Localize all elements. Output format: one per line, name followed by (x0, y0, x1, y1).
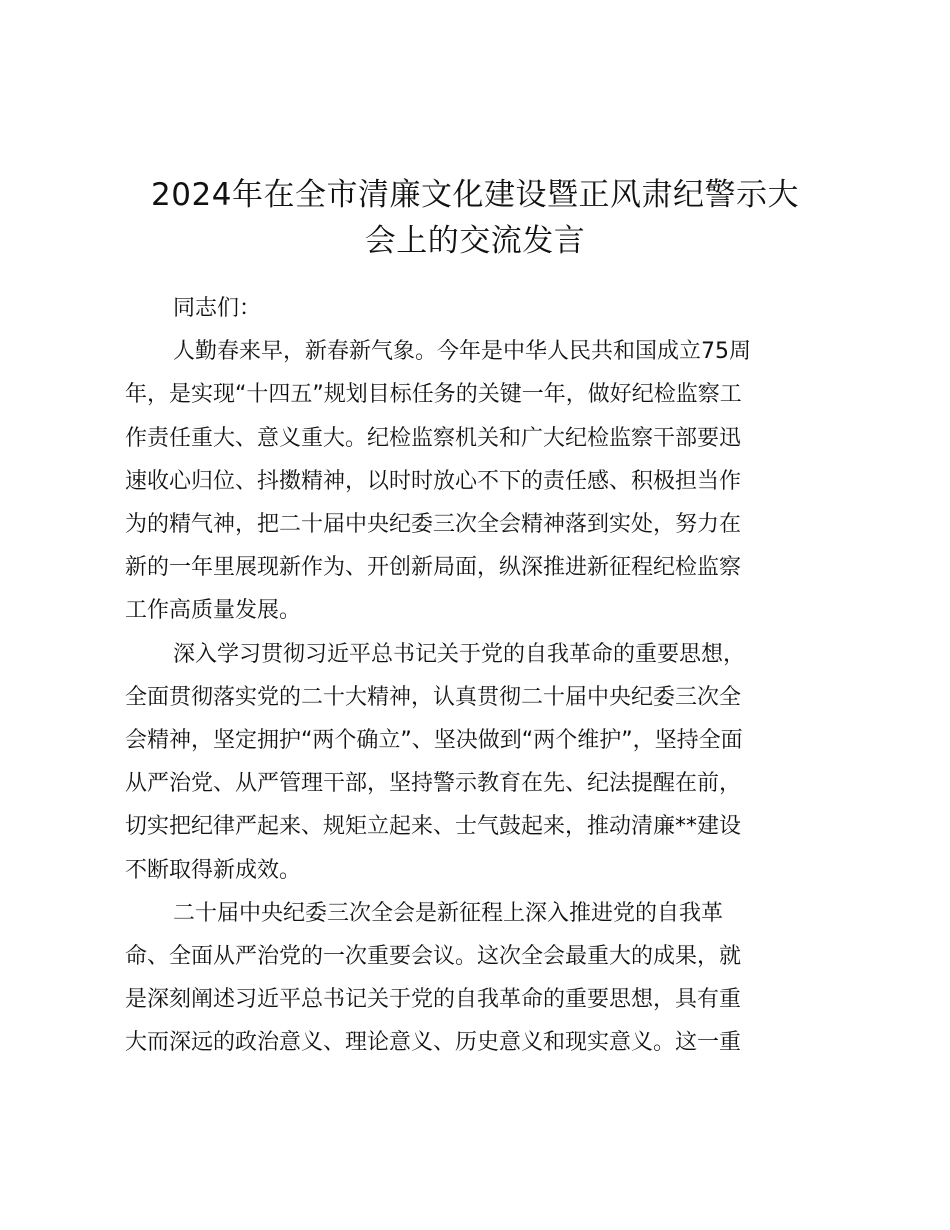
text-line: 作责任重大、意义重大。纪检监察机关和广大纪检监察干部要迅 (125, 425, 742, 451)
document-title (100, 172, 850, 264)
body-paragraph (125, 892, 835, 1065)
body-paragraph (125, 330, 835, 632)
document-body (125, 287, 835, 1065)
text-line: 二十届中央纪委三次全会是新征程上深入推进党的自我革 (173, 900, 724, 926)
text-line: 不断取得新成效。 (125, 857, 302, 883)
title-line: 会上的交流发言 (364, 223, 586, 259)
title-line: 2024年在全市清廉文化建设暨正风肃纪警示大 (151, 177, 799, 213)
text-line: 人勤春来早，新春新气象。今年是中华人民共和国成立75周 (173, 339, 751, 365)
text-line: 年，是实现“十四五”规划目标任务的关键一年，做好纪检监察工 (125, 382, 742, 408)
text-line: 命、全面从严治党的一次重要会议。这次全会最重大的成果，就 (125, 944, 742, 970)
salutation-paragraph (125, 287, 835, 330)
text-line: 同志们： (173, 296, 262, 321)
text-line: 全面贯彻落实党的二十大精神，认真贯彻二十届中央纪委三次全 (125, 684, 742, 710)
text-line: 新的一年里展现新作为、开创新局面，纵深推进新征程纪检监察 (125, 555, 742, 581)
text-line: 大而深远的政治意义、理论意义、历史意义和现实意义。这一重 (125, 1030, 742, 1056)
text-line: 从严治党、从严管理干部，坚持警示教育在先、纪法提醒在前， (125, 771, 742, 797)
text-line: 深入学习贯彻习近平总书记关于党的自我革命的重要思想， (173, 641, 746, 667)
text-line: 会精神，坚定拥护“两个确立”、坚决做到“两个维护”，坚持全面 (125, 728, 743, 754)
text-line: 速收心归位、抖擞精神，以时时放心不下的责任感、积极担当作 (125, 468, 742, 494)
text-line: 工作高质量发展。 (125, 598, 302, 624)
text-line: 是深刻阐述习近平总书记关于党的自我革命的重要思想，具有重 (125, 987, 742, 1013)
body-paragraph (125, 633, 835, 892)
text-line: 切实把纪律严起来、规矩立起来、士气鼓起来，推动清廉**建设 (125, 814, 742, 840)
text-line: 为的精气神，把二十届中央纪委三次全会精神落到实处，努力在 (125, 512, 742, 538)
